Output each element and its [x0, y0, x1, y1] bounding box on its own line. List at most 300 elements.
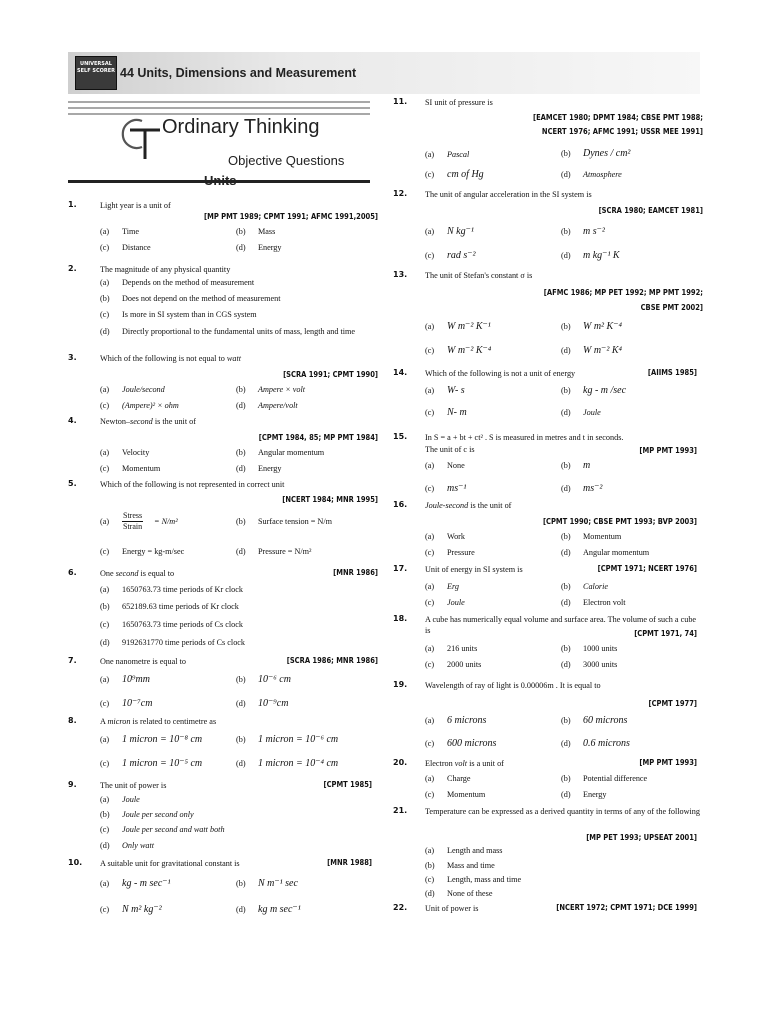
a: 1650763.73 time periods of Kr clock: [122, 585, 243, 594]
num: 6.: [68, 568, 77, 577]
a: 10⁹mm: [122, 674, 150, 685]
d: (d): [561, 790, 571, 799]
option-d: [236, 547, 311, 556]
a: (a): [100, 675, 110, 684]
d: 9192631770 time periods of Cs clock: [122, 638, 246, 647]
option-d: [236, 401, 298, 410]
src: [AIIMS 1985]: [647, 368, 697, 377]
src: [CPMT 1985]: [323, 780, 372, 789]
text-pre: Newton–: [100, 417, 131, 426]
option-b: [561, 321, 622, 332]
option-d: [561, 170, 622, 179]
option-d: [236, 243, 282, 252]
option-d: [561, 660, 617, 669]
a: (a): [100, 795, 110, 804]
section-subtitle: Objective Questions: [228, 153, 345, 168]
d: (d): [561, 251, 571, 260]
c: (c): [425, 790, 435, 799]
d: Energy: [258, 243, 282, 252]
logo-line1: UNIVERSAL: [80, 61, 112, 67]
num: 12.: [393, 189, 408, 198]
c: Momentum: [447, 790, 486, 799]
option-a: [100, 878, 171, 889]
text: Which of the following is not a unit of energy: [425, 369, 576, 378]
stress-strain-fraction: [122, 511, 143, 532]
option-c: [425, 169, 484, 180]
b: 10⁻⁶ cm: [258, 674, 291, 685]
d: Angular momentum: [583, 548, 650, 557]
num: 14.: [393, 368, 408, 377]
option-b: [236, 227, 275, 236]
a: (a): [100, 735, 110, 744]
chapter-header-bar: [68, 52, 700, 94]
d: (d): [561, 739, 571, 748]
c: (Ampere)² × ohm: [122, 401, 179, 410]
option-c: [100, 698, 152, 709]
d: (d): [561, 598, 571, 607]
option-c: [100, 243, 151, 252]
a-den: Strain: [123, 522, 143, 531]
option-b: [561, 460, 590, 471]
text2: The unit of c is: [425, 445, 475, 454]
b: (b): [236, 517, 246, 526]
c: N- m: [447, 407, 467, 418]
c: (c): [425, 346, 435, 355]
num: 17.: [393, 564, 408, 573]
c: (c): [100, 243, 110, 252]
text: A suitable unit for gravitational constant is: [100, 859, 240, 868]
c: N m² kg⁻²: [122, 904, 162, 915]
c: (c): [425, 660, 435, 669]
b: Joule per second only: [122, 810, 194, 819]
text: In S = a + bt + ct² . S is measured in metres and t in seconds.: [425, 433, 624, 442]
section-title: Ordinary Thinking: [162, 116, 320, 138]
c: W m⁻² K⁻⁴: [447, 345, 492, 356]
chapter-title: 44 Units, Dimensions and Measurement: [120, 66, 357, 80]
d: (d): [236, 243, 246, 252]
b: (b): [236, 227, 246, 236]
option-c: [425, 483, 466, 494]
b: 60 microns: [583, 715, 628, 726]
option-c: [100, 401, 179, 410]
d: (d): [561, 170, 571, 179]
text-pre: Electron: [425, 759, 453, 768]
d: (d): [236, 905, 246, 914]
a: Joule/second: [122, 385, 165, 394]
b: m s⁻²: [583, 226, 605, 237]
d: (d): [425, 889, 435, 898]
c: cm of Hg: [447, 169, 484, 180]
option-c: [100, 758, 202, 769]
num: 7.: [68, 656, 77, 665]
src: [SCRA 1986; MNR 1986]: [286, 656, 378, 665]
b: (b): [561, 322, 571, 331]
option-d: [561, 408, 601, 417]
a: (a): [425, 386, 435, 395]
c: Joule: [447, 598, 465, 607]
num: 8.: [68, 716, 77, 725]
option-d: [561, 250, 620, 261]
option-a: [425, 385, 465, 396]
option-a: [425, 226, 474, 237]
universal-self-scorer-logo: [75, 56, 117, 90]
logo-line2: SELF SCORER: [77, 68, 115, 74]
b: (b): [561, 386, 571, 395]
option-b: [236, 385, 305, 394]
b: 652189.63 time periods of Kr clock: [122, 602, 239, 611]
b: (b): [236, 879, 246, 888]
c: (c): [425, 548, 435, 557]
text-it: watt: [226, 354, 241, 363]
a: W- s: [447, 385, 465, 396]
c: Joule per second and watt both: [122, 825, 225, 834]
option-d: [561, 790, 607, 799]
d: (d): [561, 346, 571, 355]
c: (c): [425, 408, 435, 417]
a: (a): [100, 227, 110, 236]
d: (d): [561, 660, 571, 669]
a: Joule: [122, 795, 140, 804]
text-it: micron: [107, 717, 131, 726]
b: (b): [561, 227, 571, 236]
c: (c): [100, 759, 110, 768]
c: (c): [100, 905, 110, 914]
c: 1 micron = 10⁻⁵ cm: [122, 758, 203, 769]
text: Which of the following is not equal to: [100, 354, 225, 363]
option-c: [425, 598, 465, 607]
src: [CPMT 1971, 74]: [634, 629, 697, 638]
d: (d): [236, 401, 246, 410]
d: Energy: [583, 790, 607, 799]
text-it: volt: [454, 759, 468, 768]
option-a: [100, 517, 122, 526]
option-b: [561, 582, 608, 591]
d: Electron volt: [583, 598, 626, 607]
a: 1 micron = 10⁻⁸ cm: [122, 734, 203, 745]
src: [SCRA 1980; EAMCET 1981]: [598, 206, 703, 215]
a: (a): [425, 582, 435, 591]
src: [CPMT 1971; NCERT 1976]: [597, 564, 697, 573]
num: 11.: [393, 97, 408, 106]
option-b: [236, 448, 324, 457]
src: [MP PMT 1993]: [639, 758, 697, 767]
option-d: [561, 483, 602, 494]
text-post: is the unit of: [154, 417, 196, 426]
option-a: [425, 532, 465, 541]
option-c: [100, 310, 257, 319]
src: [CPMT 1984, 85; MP PMT 1984]: [258, 433, 378, 442]
c: (c): [425, 170, 435, 179]
c: (c): [100, 401, 110, 410]
c: Distance: [122, 243, 151, 252]
b: kg - m /sec: [583, 385, 627, 396]
b: (b): [561, 644, 571, 653]
option-d: [561, 345, 622, 356]
a: (a): [425, 644, 435, 653]
option-d: [100, 326, 378, 337]
num: 16.: [393, 500, 408, 509]
c: (c): [100, 699, 110, 708]
num: 19.: [393, 680, 408, 689]
d: (d): [236, 547, 246, 556]
b: 1 micron = 10⁻⁶ cm: [258, 734, 339, 745]
a: 6 microns: [447, 715, 487, 726]
b: Calorie: [583, 582, 609, 591]
text: The unit of Stefan's constant σ is: [425, 271, 533, 280]
option-b: [236, 878, 298, 889]
src: [CPMT 1990; CBSE PMT 1993; BVP 2003]: [542, 517, 697, 526]
d: (d): [236, 699, 246, 708]
c: ms⁻¹: [447, 483, 467, 494]
a: Depends on the method of measurement: [122, 278, 255, 287]
option-a: [100, 278, 254, 287]
d: (d): [100, 638, 110, 647]
option-a: [425, 715, 486, 726]
a: (a): [100, 517, 110, 526]
text: SI unit of pressure is: [425, 98, 493, 107]
a: (a): [425, 532, 435, 541]
d: Only watt: [122, 841, 155, 850]
src2: CBSE PMT 2002]: [640, 303, 703, 312]
c: (c): [425, 484, 435, 493]
a: (a): [425, 846, 435, 855]
b: (b): [236, 675, 246, 684]
text: The unit of angular acceleration in the SI system is: [425, 190, 592, 199]
b: Does not depend on the method of measurement: [122, 294, 281, 303]
d: None of these: [447, 889, 493, 898]
b: (b): [561, 716, 571, 725]
src: [AFMC 1986; MP PET 1992; MP PMT 1992;: [543, 288, 703, 297]
option-b: [100, 602, 239, 611]
num: 20.: [393, 758, 408, 767]
a: (a): [100, 278, 110, 287]
b: (b): [561, 774, 571, 783]
b: m: [583, 460, 591, 471]
text-it: Joule-second: [425, 501, 469, 510]
a: (a): [425, 461, 435, 470]
option-a: [100, 734, 202, 745]
a-num: Stress: [123, 511, 143, 520]
a: Time: [122, 227, 139, 236]
d: Energy: [258, 464, 282, 473]
d: Directly proportional to the fundamental units of mass, length and time: [122, 327, 356, 336]
d: m kg⁻¹ K: [583, 250, 620, 261]
option-a: [425, 846, 502, 855]
c: (c): [425, 598, 435, 607]
src: [MP PET 1993; UPSEAT 2001]: [586, 833, 697, 842]
num: 9.: [68, 780, 77, 789]
text: One nanometre is equal to: [100, 657, 186, 666]
option-a: [425, 774, 471, 783]
a-rhs: = N/m²: [154, 517, 178, 526]
c: Energy = kg-m/sec: [122, 547, 185, 556]
option-c: [425, 790, 485, 799]
option-b: [100, 294, 280, 303]
c: (c): [100, 825, 110, 834]
src: [EAMCET 1980; DPMT 1984; CBSE PMT 1988;: [532, 113, 703, 122]
b: (b): [561, 461, 571, 470]
ordinary-thinking-banner: [68, 97, 370, 189]
option-b: [561, 385, 626, 396]
option-b: [236, 674, 291, 685]
ot-logo-icon: [112, 111, 160, 159]
b: (b): [425, 861, 435, 870]
option-a: [100, 795, 140, 804]
option-a: [425, 461, 465, 470]
d: (d): [236, 464, 246, 473]
d: 1 micron = 10⁻⁴ cm: [258, 758, 339, 769]
num: 13.: [393, 270, 408, 279]
b: (b): [100, 810, 110, 819]
option-d: [425, 889, 492, 898]
c: 1650763.73 time periods of Cs clock: [122, 620, 243, 629]
option-c: [425, 875, 521, 884]
question-source: [MP PMT 1989; CPMT 1991; AFMC 1991,2005]: [204, 212, 378, 221]
a: None: [447, 461, 465, 470]
d: W m⁻² K⁴: [583, 345, 622, 356]
d: Ampere/volt: [258, 401, 298, 410]
option-d: [236, 758, 338, 769]
text: A cube has numerically equal volume and surface area. The volume of such a cube is: [425, 615, 697, 635]
option-c: [100, 620, 243, 629]
c: (c): [100, 310, 110, 319]
a: (a): [425, 774, 435, 783]
option-d: [236, 464, 282, 473]
option-a: [100, 227, 139, 236]
a: (a): [100, 879, 110, 888]
num: 18.: [393, 614, 408, 623]
option-a: [100, 585, 243, 594]
a: (a): [100, 585, 110, 594]
b: Potential difference: [583, 774, 648, 783]
d: Atmosphere: [583, 170, 622, 179]
a: kg - m sec⁻¹: [122, 878, 171, 889]
num: 22.: [393, 903, 408, 912]
option-b: [236, 517, 332, 526]
c: 2000 units: [447, 660, 482, 669]
option-b: [561, 644, 617, 653]
option-b: [100, 810, 194, 819]
text-pre: A: [100, 717, 106, 726]
option-c: [425, 548, 475, 557]
b: (b): [561, 532, 571, 541]
d: 0.6 microns: [583, 738, 630, 749]
text: The unit of power is: [100, 781, 167, 790]
option-d: [236, 904, 301, 915]
num: 5.: [68, 479, 77, 488]
option-a: [425, 582, 459, 591]
a: (a): [425, 716, 435, 725]
option-a: [100, 385, 165, 394]
d: Pressure = N/m²: [258, 547, 312, 556]
option-b: [561, 226, 605, 237]
c: Length, mass and time: [447, 875, 522, 884]
text: Light year is a unit of: [100, 201, 171, 210]
option-d: [561, 738, 630, 749]
a: Length and mass: [447, 846, 503, 855]
a: 216 units: [447, 644, 478, 653]
a: Charge: [447, 774, 471, 783]
text-pre: One: [100, 569, 114, 578]
d: (d): [561, 548, 571, 557]
option-b: [236, 734, 338, 745]
d: (d): [100, 327, 110, 336]
option-c: [100, 547, 184, 556]
d: kg m sec⁻¹: [258, 904, 301, 915]
a: (a): [425, 227, 435, 236]
num: 3.: [68, 353, 77, 362]
c: 10⁻⁷cm: [122, 698, 153, 709]
c: (c): [100, 464, 110, 473]
b: (b): [236, 385, 246, 394]
option-a: [425, 644, 477, 653]
b: Mass and time: [447, 861, 495, 870]
d: Joule: [583, 408, 601, 417]
a: Pascal: [447, 150, 470, 159]
a: N kg⁻¹: [447, 226, 474, 237]
option-a: [100, 674, 150, 685]
option-d: [561, 548, 649, 557]
num: 1.: [68, 200, 77, 209]
a: (a): [100, 448, 110, 457]
option-c: [425, 660, 481, 669]
b: (b): [236, 448, 246, 457]
d: 10⁻⁹cm: [258, 698, 289, 709]
text: The magnitude of any physical quantity: [100, 265, 231, 274]
option-c: [100, 904, 162, 915]
d: (d): [236, 759, 246, 768]
b: (b): [561, 582, 571, 591]
b: Ampere × volt: [258, 385, 306, 394]
option-b: [561, 774, 647, 783]
src: [SCRA 1991; CPMT 1990]: [283, 370, 378, 379]
option-d: [236, 698, 288, 709]
option-b: [561, 532, 621, 541]
a: Work: [447, 532, 465, 541]
text: Unit of power is: [425, 904, 479, 913]
c: (c): [425, 739, 435, 748]
option-c: [425, 250, 476, 261]
src: [MP PMT 1993]: [639, 446, 697, 455]
option-a: [425, 150, 469, 159]
option-c: [425, 407, 467, 418]
a: (a): [425, 322, 435, 331]
b: Dynes / cm²: [583, 148, 631, 159]
c: (c): [100, 547, 110, 556]
d: (d): [561, 484, 571, 493]
c: (c): [100, 620, 110, 629]
c: (c): [425, 875, 435, 884]
text: Which of the following is not represented in correct unit: [100, 480, 285, 489]
text-post: is related to centimetre as: [132, 717, 217, 726]
num: 10.: [68, 858, 83, 867]
a: (a): [100, 385, 110, 394]
b: (b): [236, 735, 246, 744]
b: (b): [561, 149, 571, 158]
src: [CPMT 1977]: [648, 699, 697, 708]
c: (c): [425, 251, 435, 260]
option-c: [425, 345, 491, 356]
num: 15.: [393, 432, 408, 441]
b: Momentum: [583, 532, 622, 541]
a: (a): [425, 150, 435, 159]
src: [NCERT 1984; MNR 1995]: [282, 495, 378, 504]
num: 21.: [393, 806, 408, 815]
option-d: [100, 841, 154, 850]
text-it: second: [130, 417, 153, 426]
src2: NCERT 1976; AFMC 1991; USSR MEE 1991]: [541, 127, 703, 136]
option-b: [425, 861, 495, 870]
